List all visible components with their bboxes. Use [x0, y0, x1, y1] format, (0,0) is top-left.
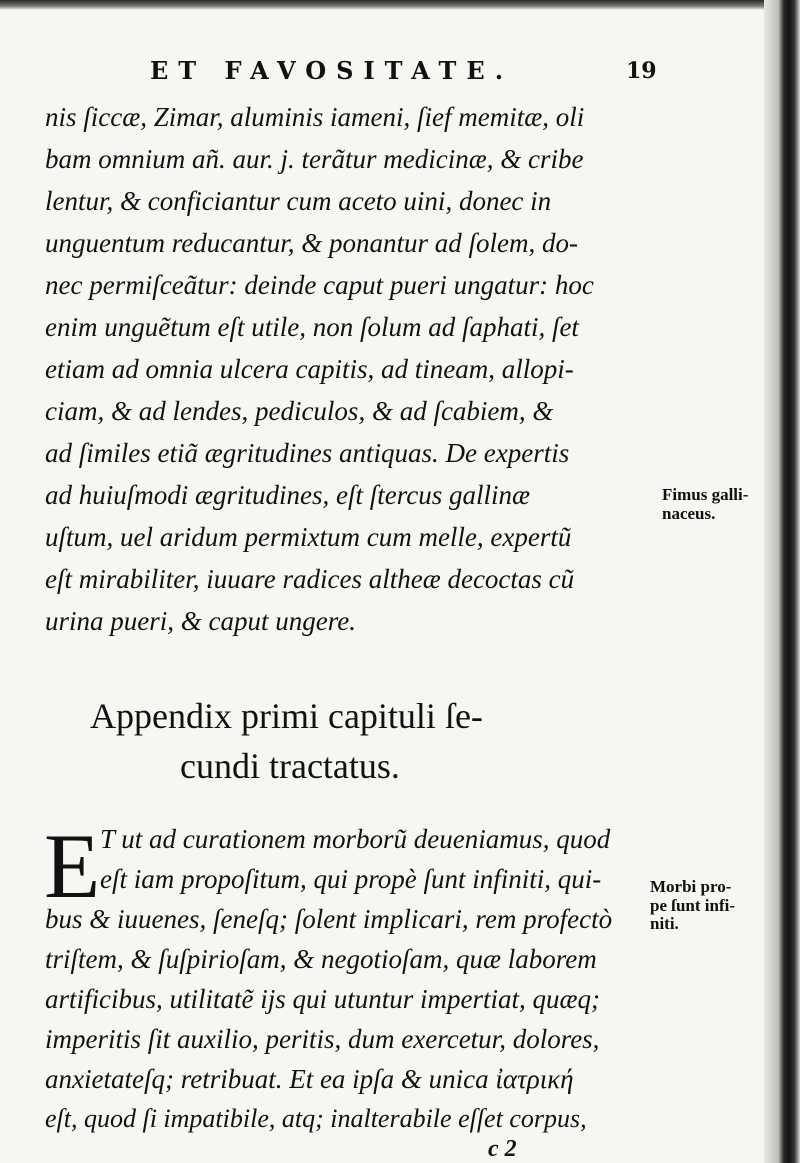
section-line: eſt iam propoſitum, qui propè ſunt infiniti, qui- [100, 864, 602, 894]
section-line: T ut ad curationem morborũ deueniamus, quod [100, 824, 611, 854]
body-line: uſtum, uel aridum permixtum cum melle, expertũ [45, 522, 572, 552]
margin-note-line: naceus. [662, 503, 716, 523]
body-line: ad huiuſmodi ægritudines, eſt ſtercus gallinæ [45, 480, 530, 510]
body-line: bam omnium añ. aur. j. terãtur medicinæ, & cribe [45, 144, 584, 174]
body-line: nec permiſceãtur: deinde caput pueri ungatur: hoc [45, 270, 594, 300]
body-line: nis ſiccæ, Zimar, aluminis iameni, ſief memitæ, oli [45, 102, 585, 132]
running-head: ET FAVOSITATE. [150, 56, 514, 85]
page-top-shadow [0, 0, 770, 10]
section-heading-line: Appendix primi capituli ſe- [90, 696, 483, 736]
body-line: enim unguẽtum eſt utile, non ſolum ad ſaphati, ſet [45, 312, 579, 342]
signature-mark: c 2 [488, 1136, 517, 1162]
section-line: artificibus, utilitatẽ ijs qui utuntur impertiat, quæq; [45, 984, 601, 1014]
section-line: anxietateſq; retribuat. Et ea ipſa & unica ἰατρική [45, 1064, 574, 1094]
section-line: bus & iuuenes, ſeneſq; ſolent implicari, rem profectò [45, 904, 613, 934]
margin-note-line: Morbi pro- [650, 877, 732, 896]
margin-note-line: Fimus galli- [662, 485, 749, 504]
section-line: imperitis ſit auxilio, peritis, dum exercetur, dolores, [45, 1024, 600, 1054]
margin-note-line: niti. [650, 914, 679, 934]
body-line: ciam, & ad lendes, pediculos, & ad ſcabiem, & [45, 396, 554, 426]
body-line: unguentum reducantur, & ponantur ad ſolem, do- [45, 228, 578, 258]
section-line: eſt, quod ſi impatibile, atq; inalterabile eſſet corpus, [45, 1104, 587, 1133]
drop-cap: E [44, 815, 101, 917]
section-heading-line: cundi tractatus. [180, 746, 400, 786]
body-line: eſt mirabiliter, iuuare radices altheæ decoctas cũ [45, 564, 575, 594]
margin-note-line: pe ſunt infi- [650, 895, 736, 915]
page-number: 19 [626, 58, 657, 84]
body-line: ad ſimiles etiã ægritudines antiquas. De expertis [45, 438, 570, 468]
margin-note [650, 878, 735, 934]
body-line: urina pueri, & caput ungere. [45, 606, 356, 636]
margin-note [662, 486, 748, 523]
section-line: triſtem, & ſuſpirioſam, & negotioſam, quæ laborem [45, 944, 597, 974]
body-line: lentur, & conficiantur cum aceto uini, donec in [45, 186, 552, 216]
body-line: etiam ad omnia ulcera capitis, ad tineam, allopi- [45, 354, 574, 384]
book-gutter-edge [764, 0, 800, 1163]
